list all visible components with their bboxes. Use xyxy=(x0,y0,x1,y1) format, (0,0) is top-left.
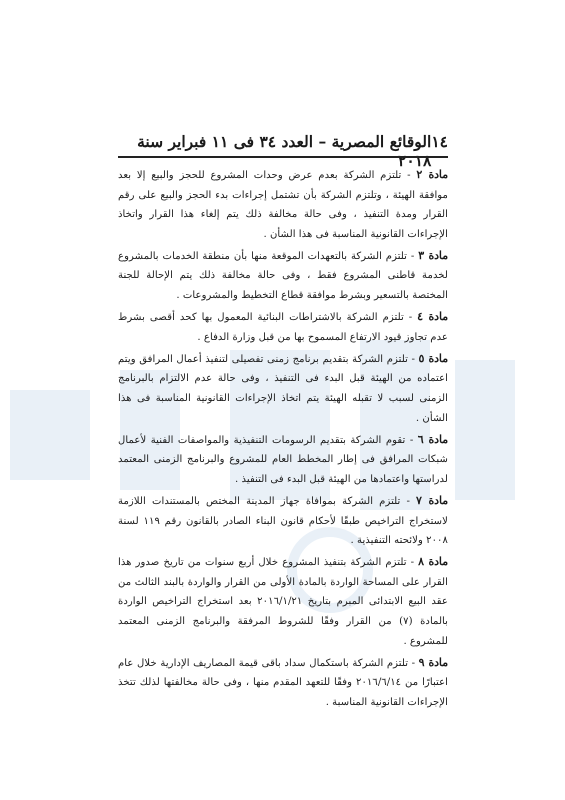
article-2 xyxy=(118,165,448,244)
article-label: مادة ٣ xyxy=(418,248,448,262)
article-text: - تلتزم الشركة بعدم عرض وحدات المشروع للحجز والبيع إلا بعد موافقة الهيئة ، وتلتزم الشركة بأن تشتمل إجراءات بدء الحجز والبيع على رقم القرار ومدة التنفيذ ، وفى حالة مخالفة ذلك يتم إلغاء هذا القرار واتخاذ الإجراءات القانونية المناسبة فى هذا الشأن . xyxy=(118,170,448,240)
article-label: مادة ٥ xyxy=(418,351,448,365)
article-text: - تلتزم الشركة بموافاة جهاز المدينة المختص بالمستندات اللازمة لاستخراج التراخيص طبقًا لأحكام قانون البناء الصادر بالقانون رقم ١١٩ لسنة ٢٠٠٨ ولائحته التنفيذية . xyxy=(118,496,448,547)
document-body xyxy=(118,165,448,714)
article-label: مادة ٢ xyxy=(416,168,448,181)
article-label: مادة ٧ xyxy=(416,494,449,507)
article-text: - تلتزم الشركة باستكمال سداد باقى قيمة المصاريف الإدارية خلال عام اعتبارًا من ٢٠١٦/٦/١٤ وفقًا للتعهد المقدم منها ، وفى حالة مخالفتها لذلك تتخذ الإجراءات القانونية المناسبة . xyxy=(118,657,448,708)
article-4 xyxy=(118,307,448,347)
article-9 xyxy=(118,653,448,713)
page-number: ١٤ xyxy=(431,132,448,151)
article-text: - تقوم الشركة بتقديم الرسومات التنفيذية والمواصفات الفنية لأعمال شبكات المرافق فى إطار المخطط العام للمشروع والبرنامج الزمنى المعتمد لدراستها واعتمادها من الهيئة قبل البدء فى التنفيذ . xyxy=(118,434,448,485)
article-label: مادة ٤ xyxy=(417,310,449,324)
article-text: - تلتزم الشركة بالاشتراطات البنائية المعمول بها كحد أقصى بشرط عدم تجاوز قيود الارتفاع المسموح بها من قبل وزارة الدفاع . xyxy=(118,312,448,343)
article-text: - تلتزم الشركة بالتعهدات الموقعة منها بأن منطقة الخدمات بالمشروع لخدمة قاطنى المشروع فقط ، وفى حالة مخالفة ذلك يتم الإحالة للجنة المختصة بالتسعير وبشرط موافقة قطاع التخطيط والمشروعات . xyxy=(118,250,448,302)
article-6 xyxy=(118,430,448,490)
article-8 xyxy=(118,552,448,651)
article-7 xyxy=(118,491,448,551)
header-divider xyxy=(118,156,448,158)
header-title: الوقائع المصرية – العدد ٣٤ فى ١١ فبراير سنة ٢٠١٨ xyxy=(137,132,432,170)
article-label: مادة ٦ xyxy=(417,432,449,446)
article-text: - تلتزم الشركة بتنفيذ المشروع خلال أربع سنوات من تاريخ صدور هذا القرار على المساحة الواردة بالمادة الأولى من القرار والواردة بالبند الثالث من عقد البيع الابتدائى المبرم بتاريخ ٢٠١٦/١/٢١ بعد استخراج التراخيص الواردة بالمادة (٧) من القرار وفقًا للشروط المرفقة والبرنامج الزمنى المعتمد للمشروع . xyxy=(118,557,448,647)
article-label: مادة ٩ xyxy=(418,655,448,669)
article-3 xyxy=(118,246,448,306)
article-label: مادة ٨ xyxy=(418,555,449,569)
article-5 xyxy=(118,349,448,428)
article-text: - تلتزم الشركة بتقديم برنامج زمنى تفصيلى لتنفيذ أعمال المرافق ويتم اعتماده من الهيئة قبل البدء فى التنفيذ ، وفى حالة عدم الالتزام بالبرنامج الزمنى لسبب لا تقبله الهيئة يتم اتخاذ الإجراءات القانونية المناسبة فى هذا الشأن . xyxy=(118,353,448,424)
